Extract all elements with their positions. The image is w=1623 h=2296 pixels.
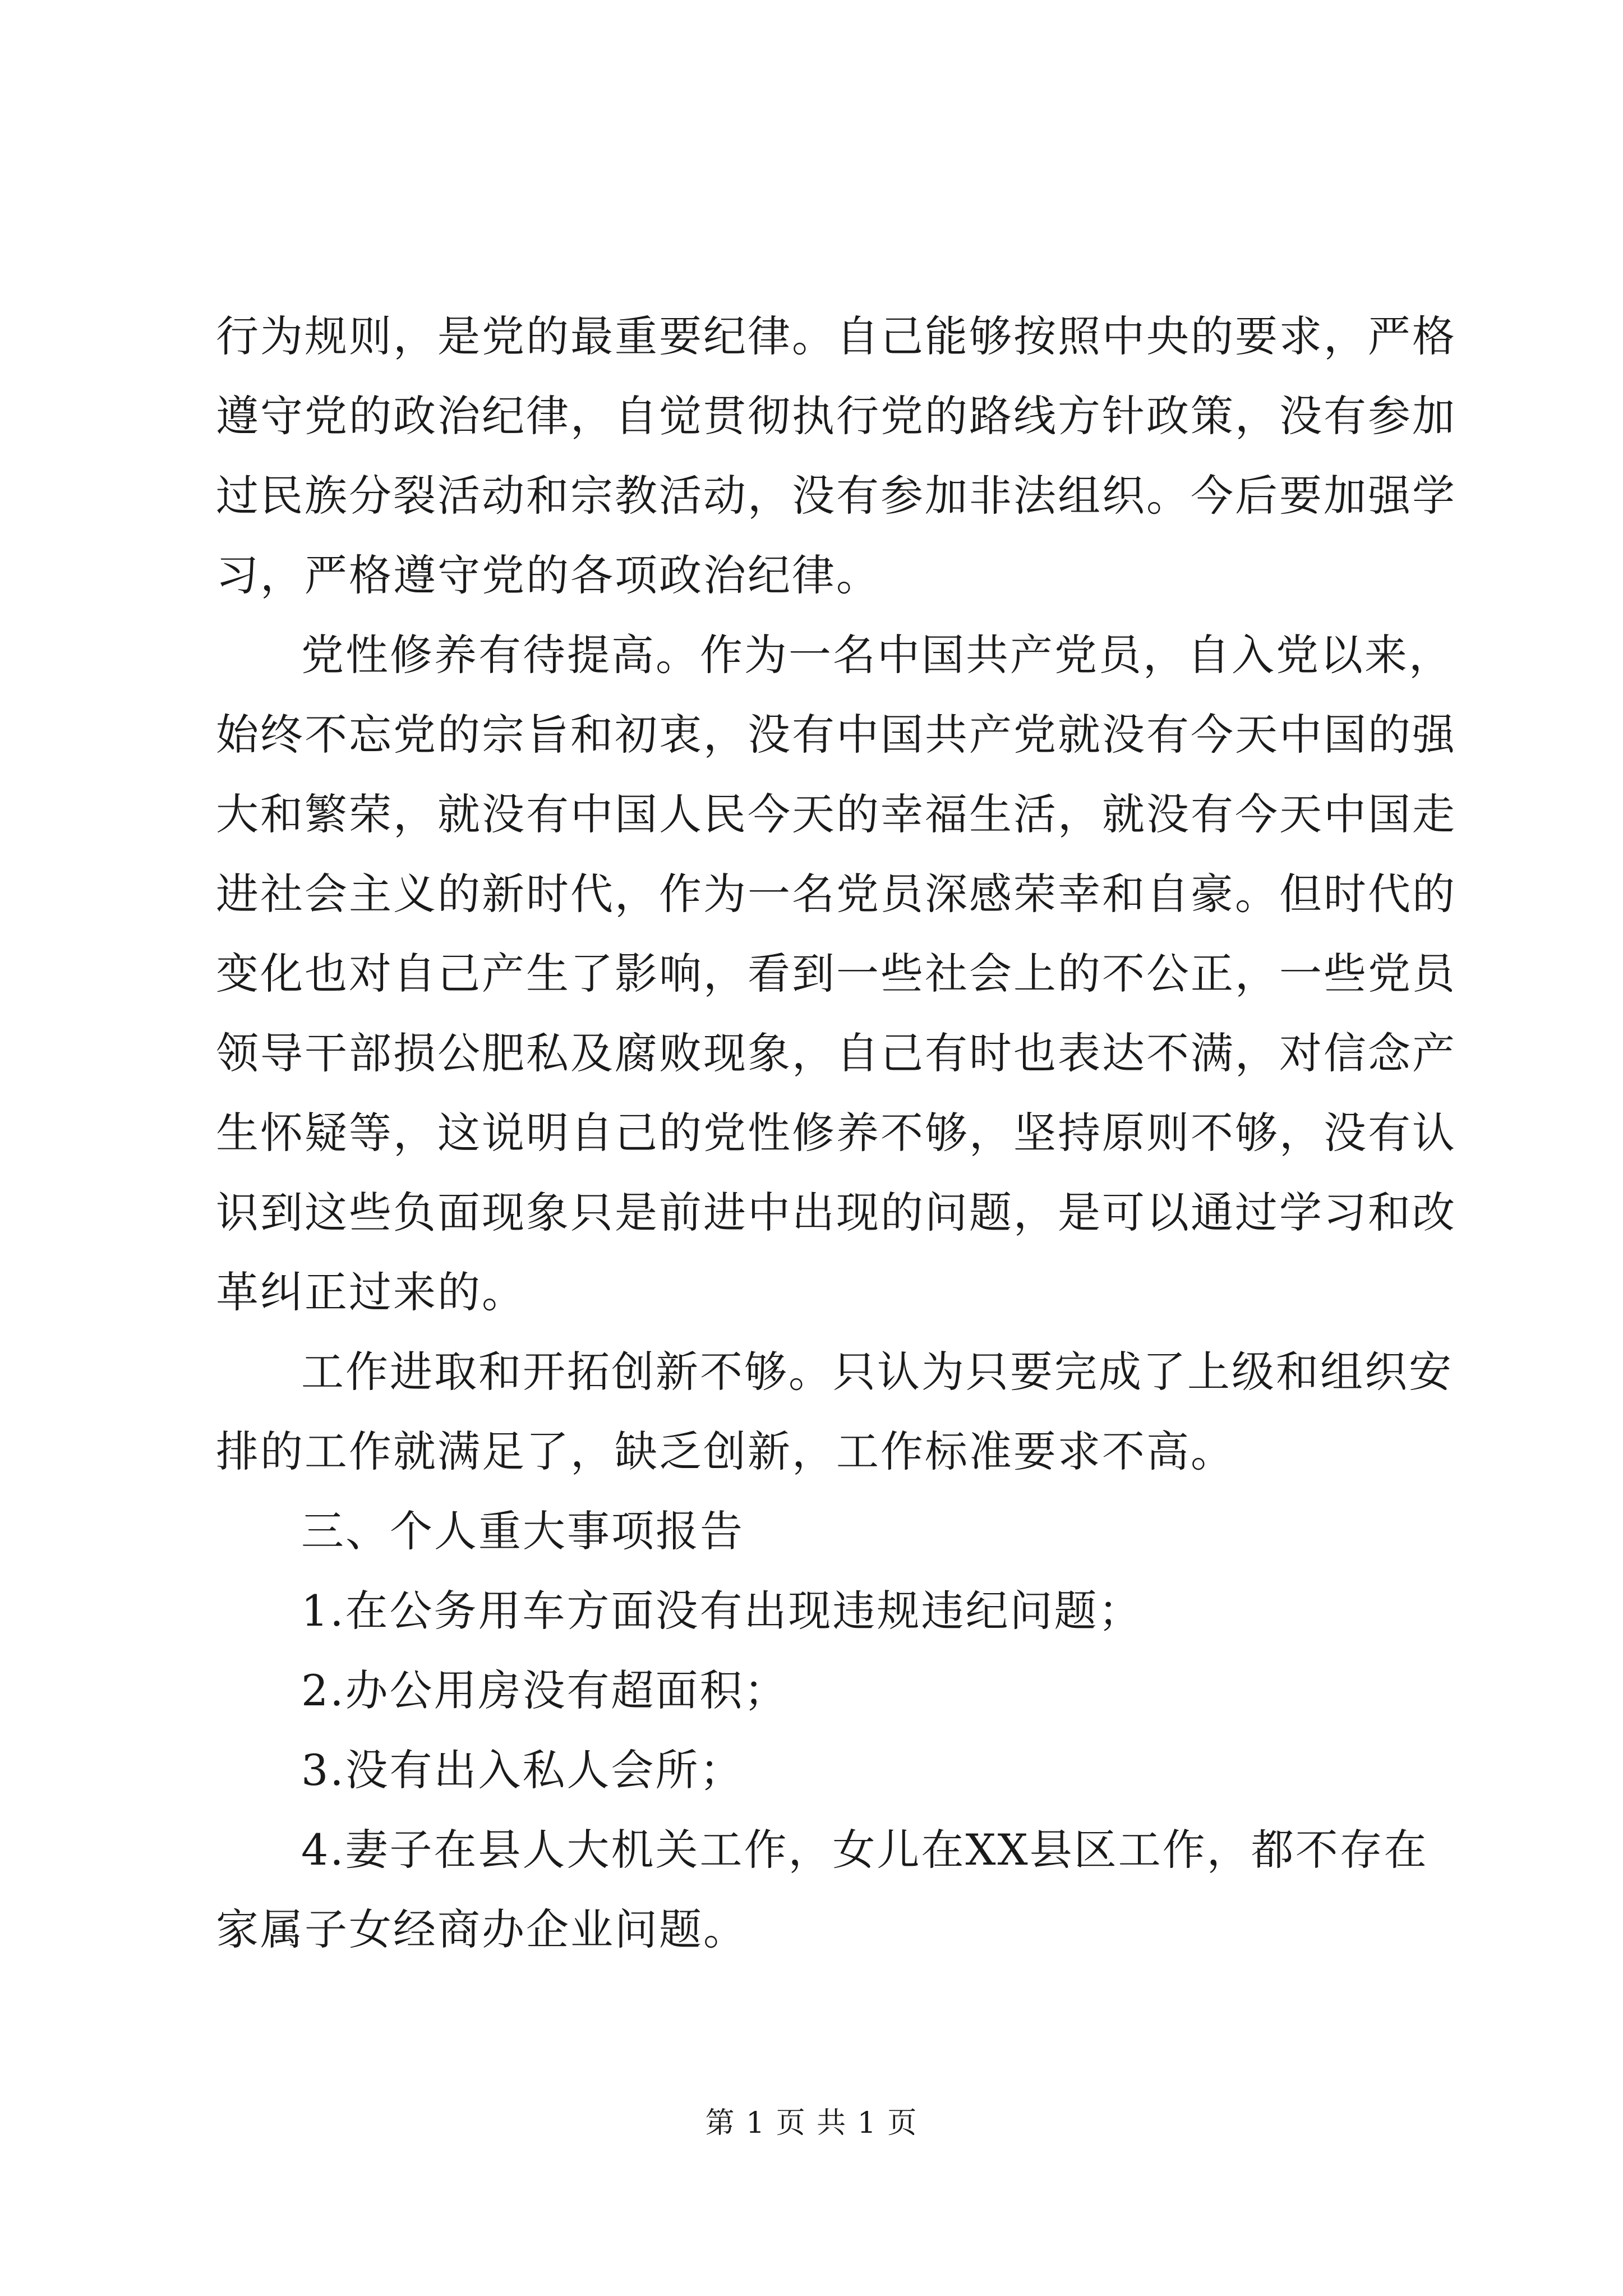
- text-line: 党性修养有待提高。作为一名中国共产党员，自入党以来，: [301, 630, 1453, 680]
- list-item: 1.在公务用车方面没有出现违规违纪问题；: [301, 1586, 1143, 1636]
- text-line: 进社会主义的新时代，作为一名党员深感荣幸和自豪。但时代的: [216, 869, 1456, 919]
- text-line: 革纠正过来的。: [216, 1267, 526, 1317]
- list-item: 2.办公用房没有超面积；: [301, 1665, 789, 1715]
- text-line: 家属子女经商办企业问题。: [216, 1904, 748, 1954]
- list-item: 3.没有出入私人会所；: [301, 1745, 744, 1795]
- page-number-footer: 第 1 页 共 1 页: [705, 2106, 918, 2140]
- text-line: 遵守党的政治纪律，自觉贯彻执行党的路线方针政策，没有参加: [216, 391, 1456, 441]
- text-line: 行为规则，是党的最重要纪律。自己能够按照中央的要求，严格: [216, 311, 1456, 361]
- text-line: 排的工作就满足了，缺乏创新，工作标准要求不高。: [216, 1427, 1235, 1476]
- list-item: 4.妻子在县人大机关工作，女儿在XX县区工作，都不存在: [301, 1825, 1428, 1875]
- text-line: 识到这些负面现象只是前进中出现的问题，是可以通过学习和改: [216, 1188, 1456, 1237]
- text-line: 习，严格遵守党的各项政治纪律。: [216, 550, 880, 600]
- text-line: 变化也对自己产生了影响，看到一些社会上的不公正，一些党员: [216, 949, 1456, 999]
- text-line: 工作进取和开拓创新不够。只认为只要完成了上级和组织安: [301, 1347, 1453, 1397]
- text-line: 过民族分裂活动和宗教活动，没有参加非法组织。今后要加强学: [216, 471, 1456, 521]
- text-line: 始终不忘党的宗旨和初衷，没有中国共产党就没有今天中国的强: [216, 710, 1456, 760]
- text-line: 领导干部损公肥私及腐败现象，自己有时也表达不满，对信念产: [216, 1028, 1456, 1078]
- text-line: 生怀疑等，这说明自己的党性修养不够，坚持原则不够，没有认: [216, 1108, 1456, 1158]
- section-heading: 三、个人重大事项报告: [301, 1506, 744, 1556]
- text-line: 大和繁荣，就没有中国人民今天的幸福生活，就没有今天中国走: [216, 789, 1456, 839]
